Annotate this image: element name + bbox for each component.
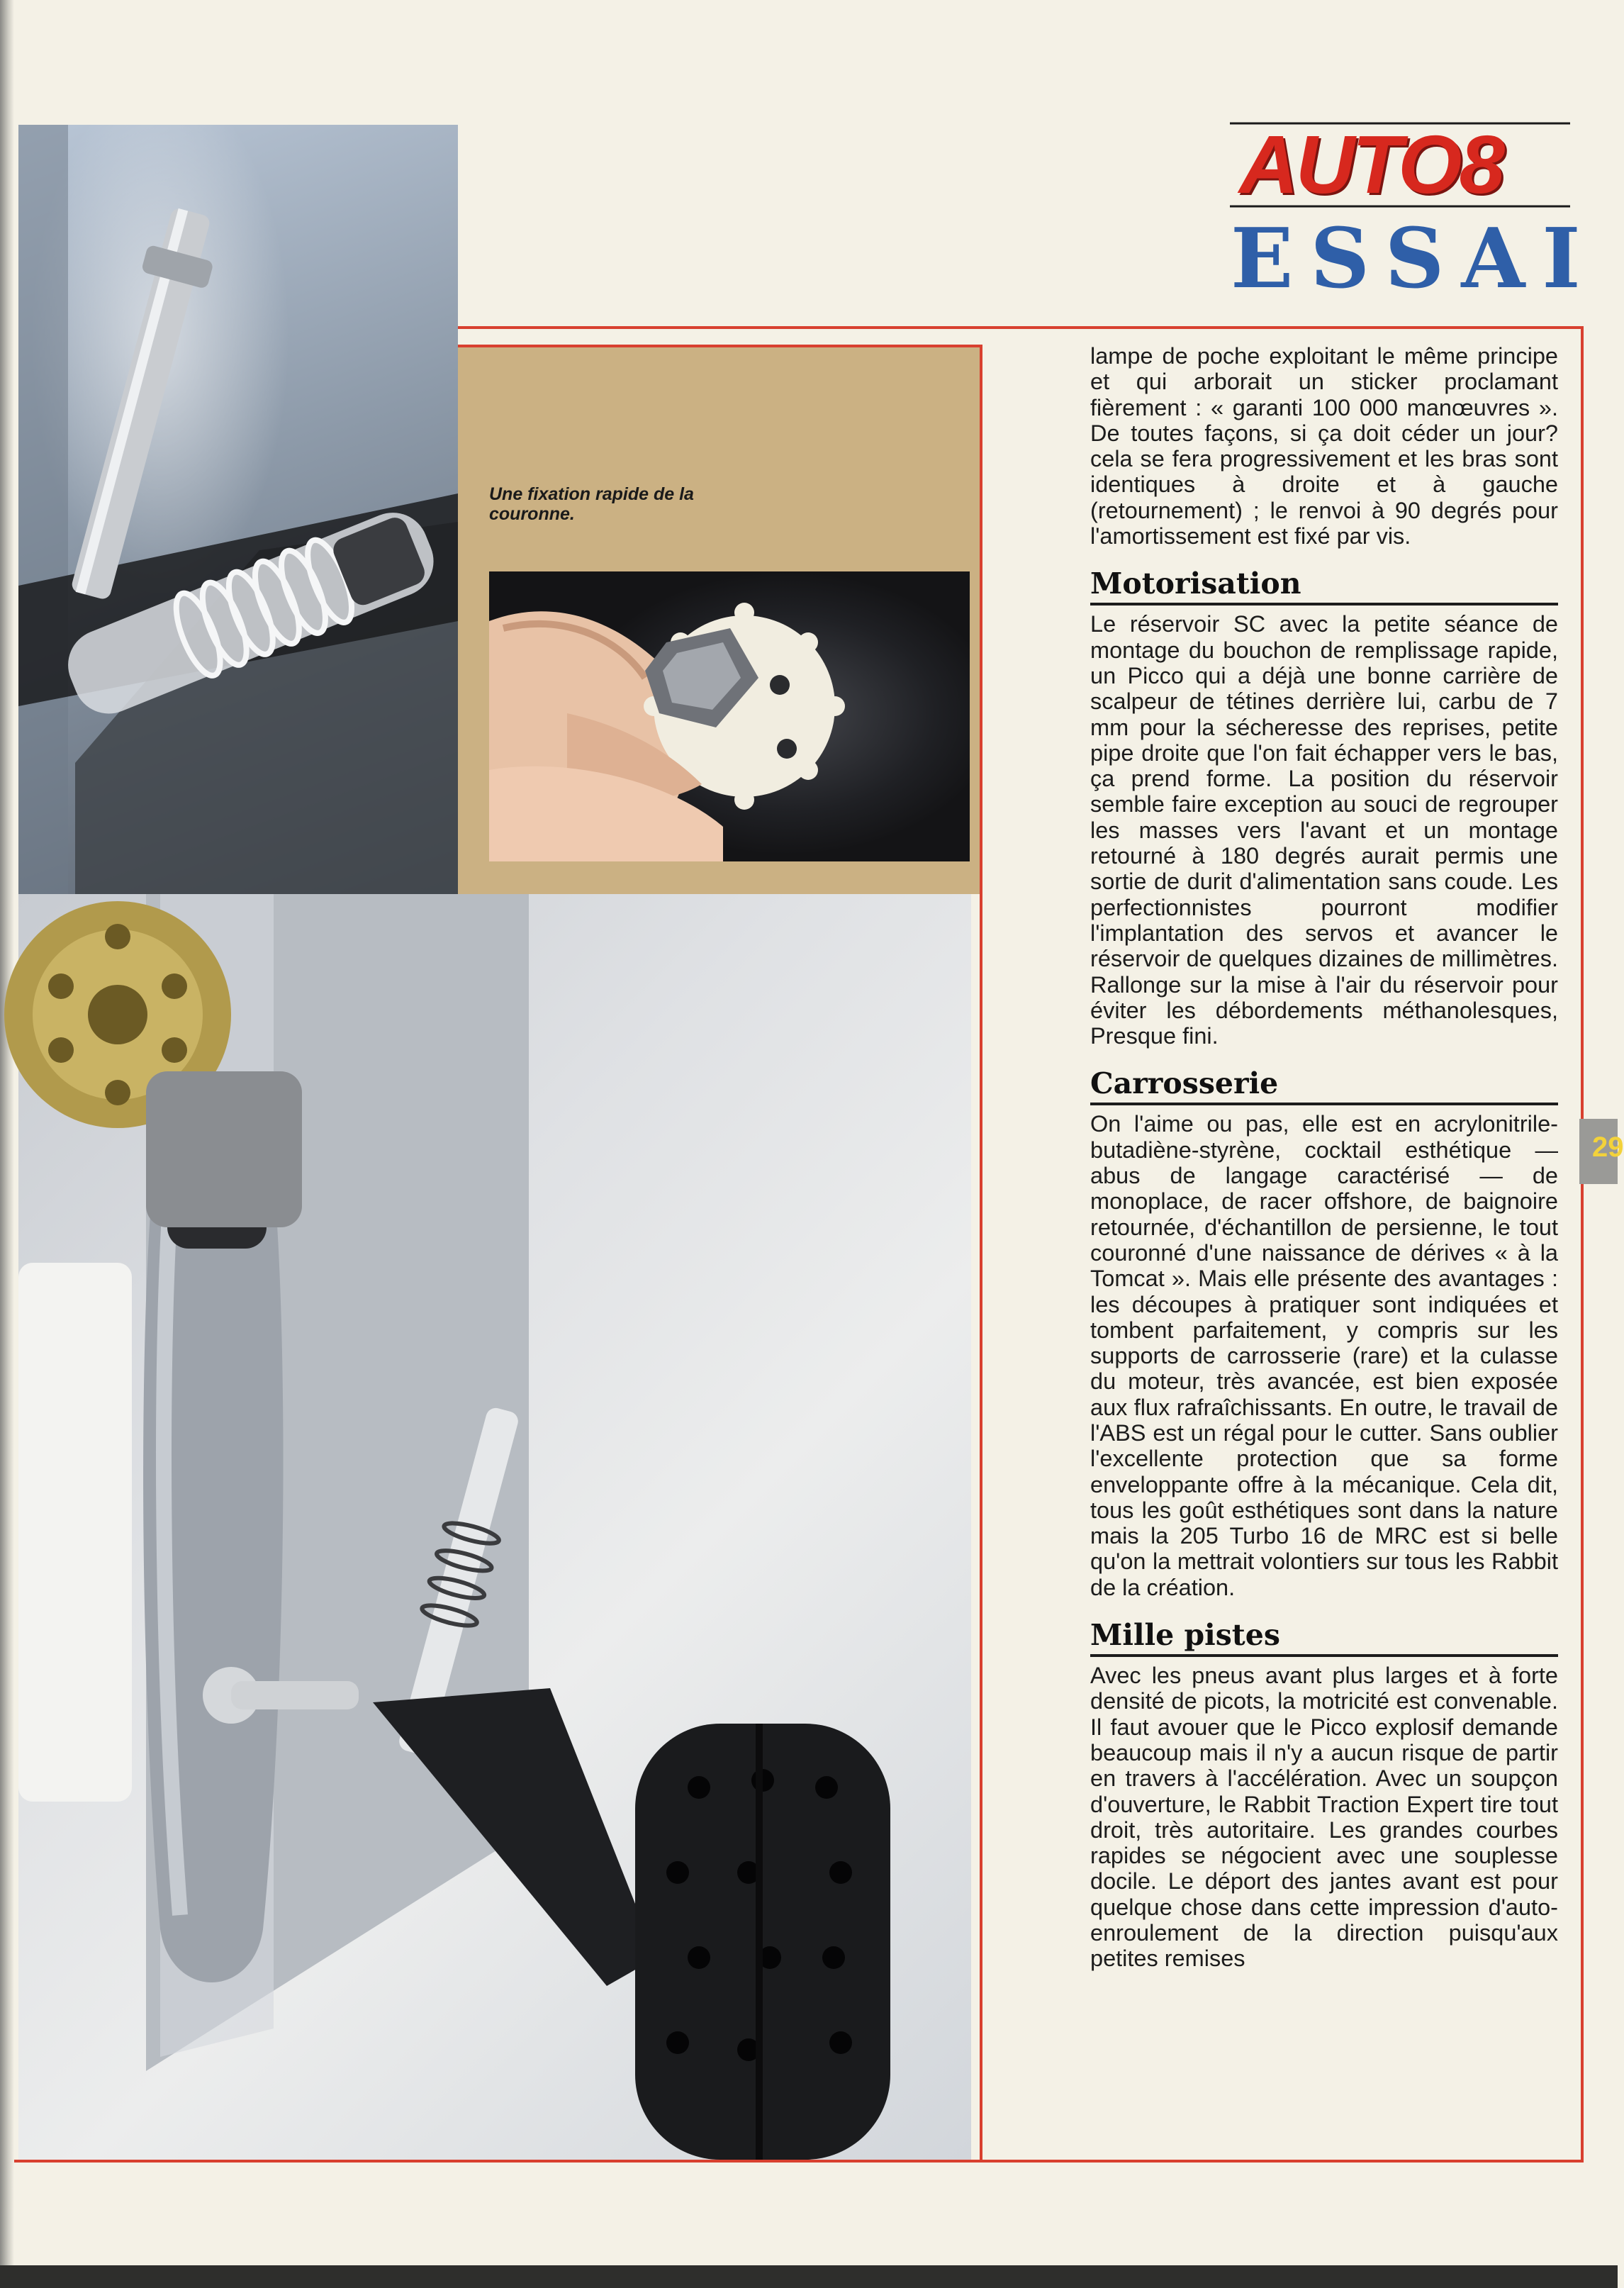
carrosserie-paragraph: On l'aime ou pas, elle est en acrylonitrile-butadiène-styrène, cocktail esthétique — abus de langage caractérisé — de monoplace, de racer offshore, de baignoire retournée, d'échantillon de persienne, le tout couronné d'une naissance de dérives « à la Tomcat ». Mais elle présente des avantages : les découpes à pratiquer sont indiquées et tombent parfaitement, y compris sur les supports de carrosserie (rare) et la culasse du moteur, très avancée, est bien exposée aux flux rafraîchissants. En outre, le travail de l'ABS est un régal pour le cutter. Sans oublier l'excellente protection que sa forme enveloppante offre à la mécanique. Cela dit, tous les goût esthétiques sont dans la nature mais la 205 Turbo 16 de MRC est si belle qu'on la mettrait volontiers sur tous les Rabbit de la création. — [1090, 1111, 1558, 1600]
article-column — [1090, 343, 1558, 1972]
photo-suspension-strut — [18, 125, 458, 894]
brand-logo: AUTO8 — [1239, 118, 1503, 211]
heading-motorisation: Motorisation — [1090, 566, 1558, 606]
page-binding-edge — [0, 0, 14, 2288]
section-title: ESSAI — [1231, 211, 1598, 307]
heading-carrosserie: Carrosserie — [1090, 1066, 1558, 1105]
photo-caption: Une fixation rapide de la couronne. — [489, 484, 694, 524]
page-bottom-edge — [0, 2265, 1618, 2288]
intro-paragraph: lampe de poche exploitant le même principe et qui arborait un sticker proclamant fièrement : « garanti 100 000 manœuvres ». De toutes façons, si ça doit céder un jour? cela se fera progressivement et les bras sont identiques à droite et à gauche (retournement) ; le renvoi à 90 degrés pour l'amortissement est fixé par vis. — [1090, 343, 1558, 549]
frame-line-right — [1581, 326, 1584, 2163]
frame-line-bottom — [14, 2160, 1584, 2163]
heading-mille-pistes: Mille pistes — [1090, 1617, 1558, 1657]
frame-line-top — [458, 326, 1584, 329]
page-number: 29 — [1592, 1132, 1624, 1163]
mille-pistes-paragraph: Avec les pneus avant plus larges et à forte densité de picots, la motricité est convenable. Il faut avouer que le Picco explosif demande beaucoup mais il n'y a aucun risque de partir en travers à l'accélération. Avec un soupçon d'ouverture, le Rabbit Traction Expert tire tout droit, très autoritaire. Les grandes courbes rapides se négocient avec une souplesse docile. Le déport des jantes avant est pour quelque chose dans cette impression d'auto-enroulement de la direction puisqu'aux petites remises — [1090, 1663, 1558, 1972]
motorisation-paragraph: Le réservoir SC avec la petite séance de montage du bouchon de remplissage rapide, un Picco qui a déjà une bonne carrière de scalpeur de tétines derrière lui, carbu de 7 mm pour la sécheresse des reprises, petite pipe droite que l'on fait échapper vers le bas, ça prend forme. La position du réservoir semble faire exception au souci de regrouper les masses vers l'avant et un montage retourné à 180 degrés aurait permis une sortie de durit d'alimentation sans coude. Les perfectionnistes pourront modifier l'implantation des servos et avancer le réservoir de quelques dizaines de millimètres. Rallonge sur la mise à l'air du réservoir pour éviter les débordements méthanolesques, Presque fini. — [1090, 611, 1558, 1049]
caption-frame — [458, 345, 982, 2160]
